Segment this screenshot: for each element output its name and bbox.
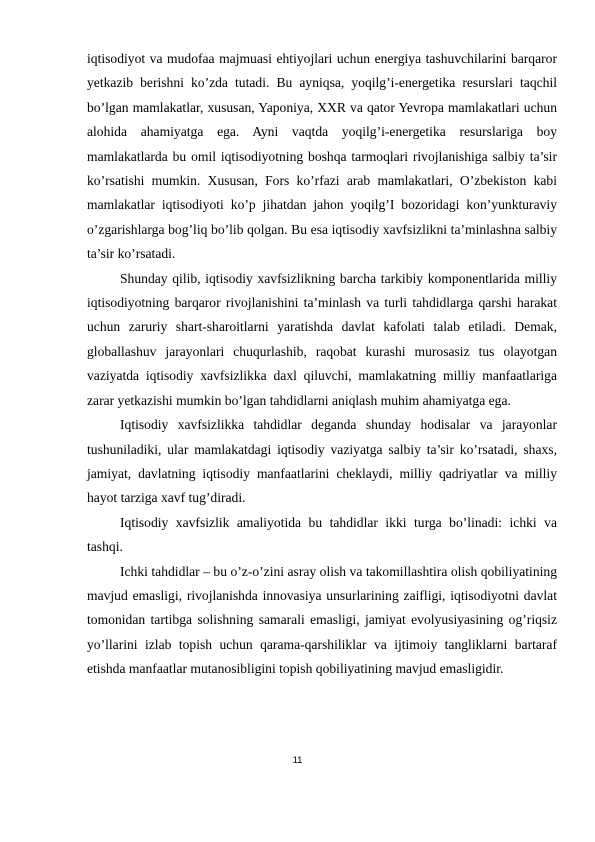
paragraph-threat-definition: Iqtisodiy xavfsizlikka tahdidlar deganda shunday hodisalar va jarayonlar tushuniladiki, ular mamlakatdagi iqtisodiy vaziyatga salbiy ta’sir ko’rsatadi, shaxs, jamiyat, davlatning iqtisodiy manfaatlarini cheklaydi, milliy qadriyatlar va milliy hayot tarziga xavf tug’diradi.	[87, 417, 557, 506]
paragraph-continuation: iqtisodiyot va mudofaa majmuasi ehtiyojlari uchun energiya tashuvchilarini barqaror yetkazib berishni ko’zda tutadi. Bu ayniqsa, yoqilg’i-energetika resurslari taqchil bo’lgan mamlakatlar, xususan, Yaponiya, XXR va qator Yevropa mamlakatlari uchun alohida ahamiyatga ega. Ayni vaqtda yoqilg’i-energetika resurslariga boy mamlakatlarda bu omil iqtisodiyotning boshqa tarmoqlari rivojlanishiga salbiy ta’sir ko’rsatishi mumkin. Xususan, Fors ko’rfazi arab mamlakatlari, O’zbekiston kabi mamlakatlar iqtisodiyoti ko’p jihatdan jahon yoqilg’I bozoridagi kon’yunkturaviy o’zgarishlarga bog’liq bo’lib qolgan. Bu esa iqtisodiy xavfsizlikni ta’minlashna salbiy ta’sir ko’rsatadi.	[87, 51, 557, 262]
page-number: 11	[292, 755, 303, 766]
document-body	[87, 47, 557, 682]
paragraph-conclusion: Shunday qilib, iqtisodiy xavfsizlikning barcha tarkibiy komponentlarida milliy iqtisodiyotning barqaror rivojlanishini ta’minlash va turli tahdidlarga qarshi harakat uchun zaruriy shart-sharoitlarni yaratishda davlat kafolati talab etiladi. Demak, globallashuv jarayonlari chuqurlashib, raqobat kurashi murosasiz tus olayotgan vaziyatda iqtisodiy xavfsizlikka daxl qiluvchi, mamlakatning milliy manfaatlariga zarar yetkazishi mumkin bo’lgan tahdidlarni aniqlash muhim ahamiyatga ega.	[87, 270, 557, 408]
paragraph-threat-types: Iqtisodiy xavfsizlik amaliyotida bu tahdidlar ikki turga bo’linadi: ichki va tashqi.	[87, 514, 557, 555]
paragraph-internal-threats: Ichki tahdidlar – bu o’z-o’zini asray olish va takomillashtira olish qobiliyatining mavjud emasligi, rivojlanishda innovasiya unsurlarining zaifligi, iqtisodiyotni davlat tomonidan tartibga solishning samarali emasligi, jamiyat evolyusiyasining og’riqsiz yo’llarini izlab topish uchun qarama-qarshiliklar va ijtimoiy tangliklarni bartaraf etishda manfaatlar mutanosibligini topish qobiliyatining mavjud emasligidir.	[87, 563, 557, 677]
